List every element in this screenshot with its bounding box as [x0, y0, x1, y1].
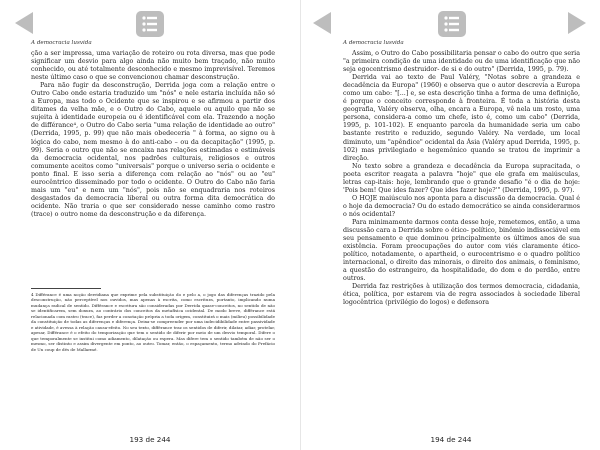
- paragraph: Derrida vai ao texto de Paul Valéry, "Notas sobre a grandeza e decadência da Europa" (1960) e observa que o autor descrevia a Europa como um cabo: "[...] e, se esta descrição tinha a forma de uma definição, é porque o conceito corresponde à fronteira. É toda a história desta geografia, Valéry observa, olha, encara a Europa, vê nela um rosto, uma persona, considera-a como um chefe, isto é, como um cabo" (Derrida, 1995, p. 101-102). E enquanto parcela da humanidade seria um cabo bastante restrito e reduzido, segundo Valéry. Na verdade, um local diminuto, um "apêndice" ocidental da Ásia (Valéry apud Derrida, 1995, p. 102) mas privilegiado e hegemônico quando se tratou de imprimir a direção.: [343, 74, 580, 162]
- page-number: 193 de 244: [129, 435, 171, 444]
- paragraph: No texto sobre a grandeza e decadência da Europa supracitada, o poeta escritor reagata a palavra "hoje" que ele grafa em maiúsculas, letras cap-itais: hoje, lembrando que o grande desafio "é o dia de hoje: 'Pois bem! Que ides fazer? Que ides fazer hoje?'" (Derrida, 1995, p. 97).: [343, 162, 580, 194]
- menu-list-icon: [136, 11, 164, 37]
- running-head: A democracia lusvida: [31, 40, 92, 46]
- prev-arrow-icon: [13, 11, 35, 35]
- body-text: [31, 50, 275, 219]
- menu-button[interactable]: [438, 11, 466, 37]
- prev-arrow-icon: [311, 11, 333, 35]
- prev-page-button[interactable]: [13, 11, 35, 35]
- next-arrow-icon: [566, 11, 588, 35]
- paragraph: Assim, o Outro do Cabo possibilitaria pensar o cabo do outro que seria "a primeira condição de uma identidade ou de uma identificação que não seja egocentrismo destruidor- de si e do outro" (Derrida, 1995, p. 79).: [343, 50, 580, 74]
- paragraph: O HOJE maiúsculo nos aponta para a discussão da democracia. Qual é o hoje da democracia? Ou do estado democrático se ainda considerarmos o nós ocidental?: [343, 194, 580, 218]
- paragraph: Para minimamente darmos conta desse hoje, remetemos, então, a uma discussão cara a Derrida sobre o ético- político, binômio indissociável em seu pensamento e que dominou principalmente os últimos anos de sua existência. Foram preocupações do autor com viés claramente ético-político, notadamente, o apartheid, o eurocentrismo e o quadro político internacional, o direito das minorais, o direito dos animais, o feminismo, a questão do estrangeiro, da hospitalidade, do dom e do perdão, entre outros.: [343, 218, 580, 283]
- footnote-rule: [31, 288, 101, 289]
- menu-button[interactable]: [136, 11, 164, 37]
- right-page: [300, 0, 600, 450]
- prev-page-button[interactable]: [311, 11, 333, 35]
- footnote: 4 Différance é uma noção derridiana que exprime pela substituição do e pelo a, o jogo das diferenças trazido pela desconstrução, não perceptível nos ouvidos, mas apenas à escrita, como escritura, portanto, implicando numa mudança radical de sentido. Différance e escritura são consideradas por Derrida quase-conceitos, no sentido de não se identificarem, sem doxura, ao contrário dos conceitos da metafísica ocidental. De modo breve, différance está relacionada com rastro (trace), faz perder a conotação própria a toda origem, constituirá o mais (milieu) possibilidade da constituição de todas as diferenças e diferença. Deixa-se compreender por uma indecidibilidade entre passividade e atividade, é avessa à relação causa-efeito. No seu texto, différance traz os sentidos de diferir, dilatar, adiar, protelar, apesar, Différance é o efeito do temporização que tem o sentido de diferir por meio de um desvio temporal. Difere o que temporalmente se institui como adiamento, dilatação ou espera. Mas difere tem o sentido também de não ser o mesmo, ser distinto e assim divergente em ponto, ao outro. Tomar, então, o espaçamento, termo advindo do Prefácio de Un coup de dés de Mallarmé.: [31, 292, 275, 352]
- page-number: 194 de 244: [430, 435, 472, 444]
- running-head: A democracia lusvida: [343, 40, 404, 46]
- paragraph: Derrida faz restrições à utilização dos termos democracia, cidadania, ética, política, por estarem via de regra associados à sociedade liberal logocêntrica (privilégio do logos) e defensora: [343, 283, 580, 307]
- next-page-button[interactable]: [566, 11, 588, 35]
- paragraph: Para não fugir da desconstrução, Derrida joga com a relação entre o Outro Cabo onde estaria traduzido um "nós" e nele estaria incluída não só a Europa, mas todo o Ocidente que se inspirou e se afirmou a partir dos ditames da velha mãe, e o Outro do Cabo, aquele ou aquilo que não se sujeita à identidade europeia ou é identificável com ela. Trazendo a noção de différance⁴, o Outro do Cabo seria "uma relação de identidade ao outro" (Derrida, 1995, p. 99) que não mais obedeceria " à forma, ao signo ou à lógica do cabo, nem mesmo à do anti-cabo – ou da decapitação" (1995, p. 99). Seria o outro que não se encaixa nas relações estimadas e estimáveis da democracia ocidental, nos padrões culturais, religiosos e outros comumente aceitos como "universais" porque o universo seria o ocidente e ponto final. E isso seria a diferença com relação ao "nós" ou ao "eu" eurocêntrico disseminado por todo o ocidente. O Outro do Cabo não faria mais um "eu" e nem um "nós", pois não se enquadraria nos roteiros desgastados da democracia liberal ou outra forma dita democrática do ocidente. Não traria o que ser considerado nesse caminho como rastro (trace) o outro nome da desconstrução e da diferença.: [31, 82, 275, 218]
- paragraph: ção a ser impressa, uma variação de roteiro ou rota diversa, mas que pode significar um desvio para algo ainda não muito bem traçado, não muito conhecido, ou até totalmente desconhecido e mesmo imprevisível. Teremos neste último caso o que se convencionou chamar desconstrução.: [31, 50, 275, 82]
- body-text: [343, 50, 580, 308]
- menu-list-icon: [438, 11, 466, 37]
